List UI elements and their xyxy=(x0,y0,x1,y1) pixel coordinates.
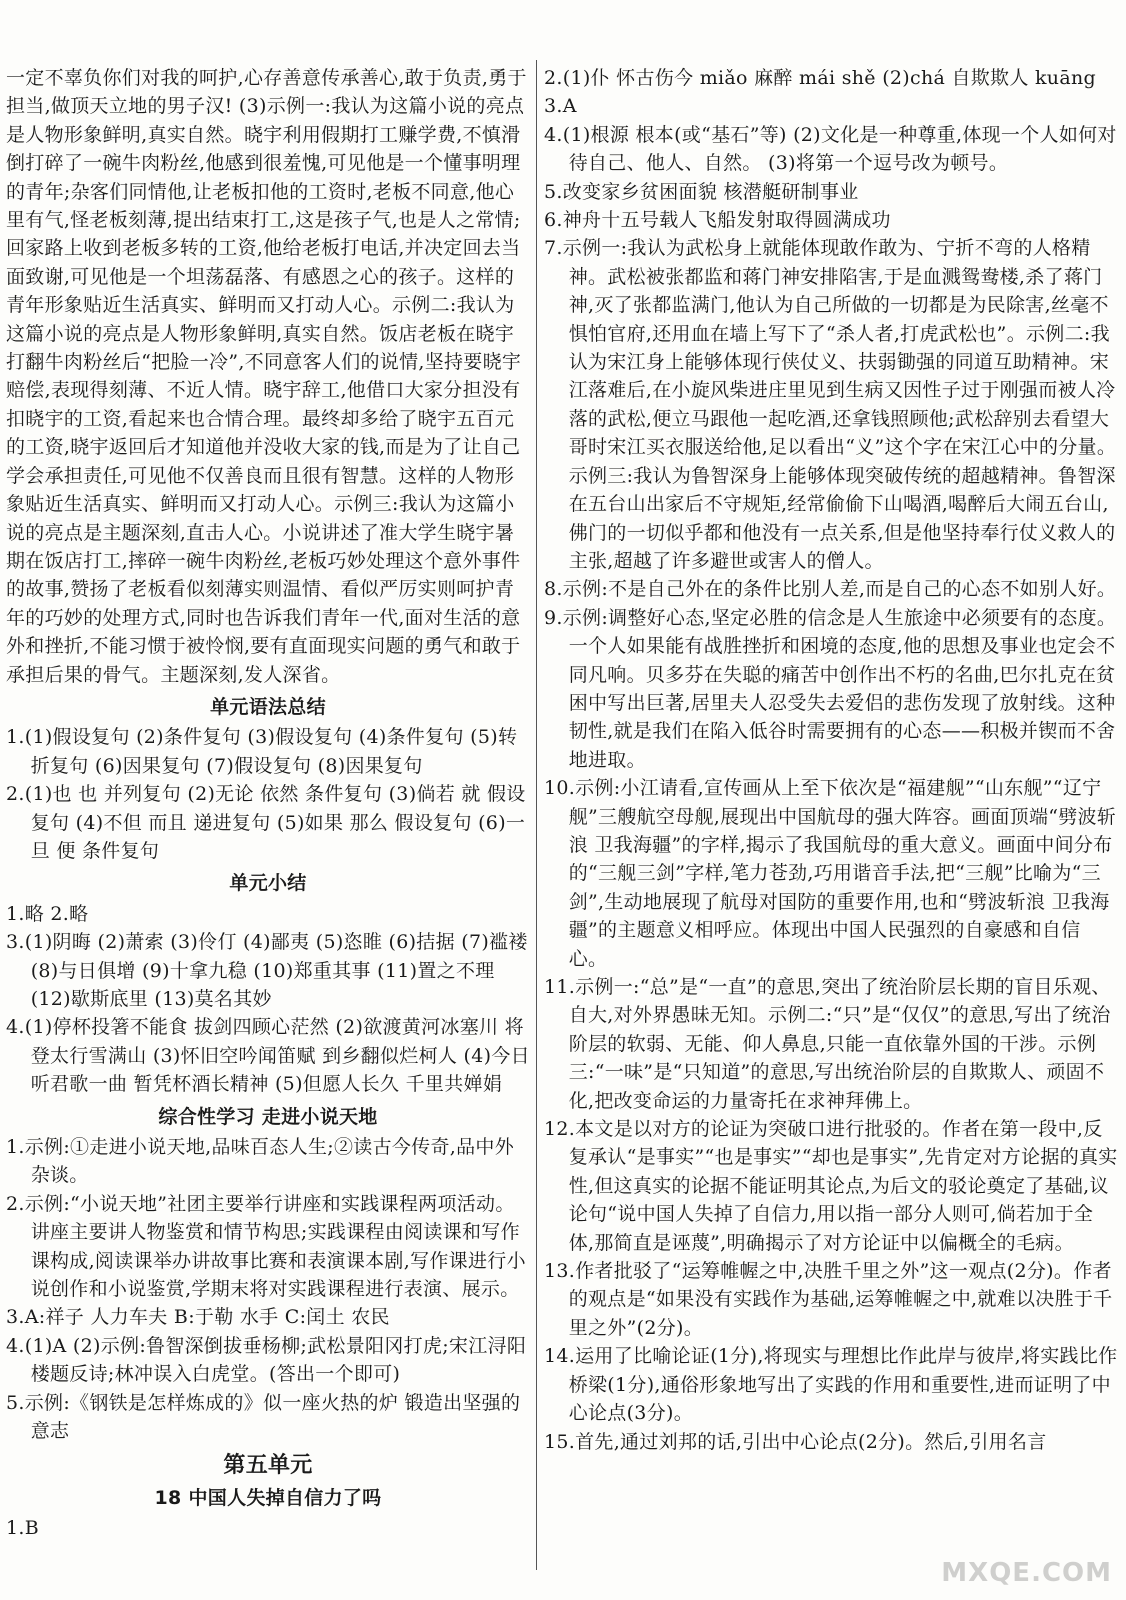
answer-item: 12.本文是以对方的论证为突破口进行批驳的。作者在第一段中,反复承认“是事实”“也是事实”“却也是事实”,先肯定对方论据的真实性,但这真实的论据不能证明其论点,为后文的驳论奠定了基础,议论句“说中国人失掉了自信力,用以指一部分人则可,倘若加于全体,那简直是诬蔑”,明确揭示了对方论证中以偏概全的毛病。 xyxy=(544,1118,1118,1254)
answer-item: 8.示例:不是自己外在的条件比别人差,而是自己的心态不如别人好。 xyxy=(544,578,1117,601)
answer-item: 5.改变家乡贫困面貌 核潜艇研制事业 xyxy=(544,180,859,203)
left-column xyxy=(6,64,530,1543)
summary-item: 1.略 2.略 xyxy=(6,902,89,925)
answer-item: 14.运用了比喻论证(1分),将现实与理想比作此岸与彼岸,将实践比作桥梁(1分),通俗形象地写出了实践的作用和重要性,进而证明了中心论点(3分)。 xyxy=(544,1345,1118,1425)
answer-item: 4.(1)根源 根本(或“基石”等) (2)文化是一种尊重,体现一个人如何对待自己、他人、自然。 (3)将第一个逗号改为顿号。 xyxy=(544,123,1117,175)
answer-item: 3.A xyxy=(544,95,577,118)
answer-item: 11.示例一:“总”是“一直”的意思,突出了统治阶层长期的盲目乐观、自大,对外界愚昧无知。示例二:“只”是“仅仅”的意思,写出了统治阶层的软弱、无能、仰人鼻息,只能一直依靠外国的干涉。示例三:“一味”是“只知道”的意思,写出统治阶层的自欺欺人、顽固不化,把改变命运的力量寄托在求神拜佛上。 xyxy=(544,976,1111,1112)
answer-item: 2.(1)仆 怀古伤今 miǎo 麻醉 mái shě (2)chá 自欺欺人 kuāng xyxy=(544,67,1096,89)
answer-item: 7.示例一:我认为武松身上就能体现敢作敢为、宁折不弯的人格精神。武松被张都监和蒋门神安排陷害,于是血溅鸳鸯楼,杀了蒋门神,灭了张都监满门,他认为自己所做的一切都是为民除害,丝毫不惧怕官府,还用血在墙上写下了“杀人者,打虎武松也”。示例二:我认为宋江身上能够体现行侠仗义、扶弱锄强的同道互助精神。宋江落难后,在小旋风柴进庄里见到生病又因性子过于刚强而被人冷落的武松,便立马跟他一起吃酒,还拿钱照顾他;武松辞别去看望大哥时宋江买衣服送给他,足以看出“义”这个字在宋江心中的分量。示例三:我认为鲁智深身上能够体现突破传统的超越精神。鲁智深在五台山出家后不守规矩,经常偷偷下山喝酒,喝醉后大闹五台山,佛门的一切似乎都和他没有一点关系,但是他坚持奉行仗义救人的主张,超越了许多避世或害人的僧人。 xyxy=(544,237,1117,572)
answer-item: 9.示例:调整好心态,坚定必胜的信念是人生旅途中必须要有的态度。一个人如果能有战胜挫折和困境的态度,他的思想及事业也定会不同凡响。贝多芬在失聪的痛苦中创作出不朽的名曲,巴尔扎克在贫困中写出巨著,居里夫人忍受失去爱侣的悲伤发现了放射线。这种韧性,就是我们在陷入低谷时需要拥有的心态——积极并锲而不舍地进取。 xyxy=(544,606,1117,771)
summary-item: 4.(1)停杯投箸不能食 拔剑四顾心茫然 (2)欲渡黄河冰塞川 将登太行雪满山 (3)怀旧空吟闻笛赋 到乡翻似烂柯人 (4)今日听君歌一曲 暂凭杯酒长精神 (5)但愿人长久 千里共婵娟 xyxy=(6,1016,530,1096)
answer-item: 15.首先,通过刘邦的话,引出中心论点(2分)。然后,引用名言 xyxy=(544,1430,1047,1453)
lesson-title: 18 中国人失掉自信力了吗 xyxy=(154,1486,382,1509)
answer-item: 13.作者批驳了“运筹帷幄之中,决胜千里之外”这一观点(2分)。作者的观点是“如果没有实践作为基础,运筹帷幄之中,就难以决胜于千里之外”(2分)。 xyxy=(544,1260,1113,1339)
grammar-item: 2.(1)也 也 并列复句 (2)无论 依然 条件复句 (3)倘若 就 假设复句 (4)不但 而且 递进复句 (5)如果 那么 假设复句 (6)一旦 便 条件复句 xyxy=(6,783,526,862)
site-watermark: MXQE.COM xyxy=(941,1558,1112,1588)
column-divider xyxy=(536,60,537,1570)
study-item: 5.示例:《钢铁是怎样炼成的》似一座火热的炉 锻造出坚强的意志 xyxy=(6,1391,521,1443)
summary-section-title: 单元小结 xyxy=(229,872,307,895)
grammar-item: 1.(1)假设复句 (2)条件复句 (3)假设复句 (4)条件复句 (5)转折复句 (6)因果复句 (7)假设复句 (8)因果复句 xyxy=(6,726,518,777)
study-item: 1.示例:①走进小说天地,品味百态人生;②读古今传奇,品中外杂谈。 xyxy=(6,1136,515,1187)
unit-title: 第五单元 xyxy=(223,1452,313,1478)
grammar-section-title: 单元语法总结 xyxy=(210,695,326,718)
answer-item: 6.神舟十五号载人飞船发射取得圆满成功 xyxy=(544,209,891,232)
lesson-item: 1.B xyxy=(6,1517,39,1540)
right-column xyxy=(544,64,1118,1456)
study-item: 4.(1)A (2)示例:鲁智深倒拔垂杨柳;武松景阳冈打虎;宋江浔阳楼题反诗;林冲误入白虎堂。(答出一个即可) xyxy=(6,1334,527,1386)
study-section-title: 综合性学习 走进小说天地 xyxy=(158,1105,378,1128)
answer-item: 10.示例:小江请看,宣传画从上至下依次是“福建舰”“山东舰”“辽宁舰”三艘航空母舰,展现出中国航母的强大阵容。画面顶端“劈波斩浪 卫我海疆”的字样,揭示了我国航母的重大意义。画面中间分布的“三舰三剑”字样,笔力苍劲,巧用谐音手法,把“三舰”比喻为“三剑”,生动地展现了航母对国防的重要作用,也和“劈波斩浪 卫我海疆”的主题意义相呼应。体现出中国人民强烈的自豪感和自信心。 xyxy=(544,777,1117,970)
intro-paragraph: 一定不辜负你们对我的呵护,心存善意传承善心,敢于负责,勇于担当,做顶天立地的男子汉! (3)示例一:我认为这篇小说的亮点是人物形象鲜明,真实自然。晓宇利用假期打工赚学费,不慎滑倒打碎了一碗牛肉粉丝,他感到很羞愧,可见他是一个懂事明理的青年;杂客们同情他,让老板扣他的工资时,老板不同意,他心里有气,怪老板刻薄,提出结束打工,这是孩子气,也是人之常情;回家路上收到老板多转的工资,他给老板打电话,并决定回去当面致谢,可见他是一个坦荡磊落、有感恩之心的孩子。这样的青年形象贴近生活真实、鲜明而又打动人心。示例二:我认为这篇小说的亮点是人物形象鲜明,真实自然。饭店老板在晓宇打翻牛肉粉丝后“把脸一冷”,不同意客人们的说情,坚持要晓宇赔偿,表现得刻薄、不近人情。晓宇辞工,他借口大家分担没有扣晓宇的工资,看起来也合情合理。最终却多给了晓宇五百元的工资,晓宇返回后才知道他并没收大家的钱,而是为了让自己学会承担责任,可见他不仅善良而且很有智慧。这样的人物形象贴近生活真实、鲜明而又打动人心。示例三:我认为这篇小说的亮点是主题深刻,直击人心。小说讲述了准大学生晓宇暑期在饭店打工,摔碎一碗牛肉粉丝,老板巧妙处理这个意外事件的故事,赞扬了老板看似刻薄实则温情、看似严厉实则呵护青年的巧妙的处理方式,同时也告诉我们青年一代,面对生活的意外和挫折,不能习惯于被怜悯,要有直面现实问题的勇气和敢于承担后果的骨气。主题深刻,发人深省。 xyxy=(6,67,527,686)
study-item: 2.示例:“小说天地”社团主要举行讲座和实践课程两项活动。讲座主要讲人物鉴赏和情节构思;实践课程由阅读课和写作课构成,阅读课举办讲故事比赛和表演课本剧,写作课进行小说创作和小说鉴赏,学期末将对实践课程进行表演、展示。 xyxy=(6,1192,526,1301)
summary-item: 3.(1)阴晦 (2)萧索 (3)伶仃 (4)鄙夷 (5)恣睢 (6)拮据 (7)褴褛 (8)与日俱增 (9)十拿九稳 (10)郑重其事 (11)置之不理 (12)歇斯底里 (13)莫名其妙 xyxy=(6,931,528,1010)
study-item: 3.A:祥子 人力车夫 B:于勒 水手 C:闰土 农民 xyxy=(6,1306,390,1329)
